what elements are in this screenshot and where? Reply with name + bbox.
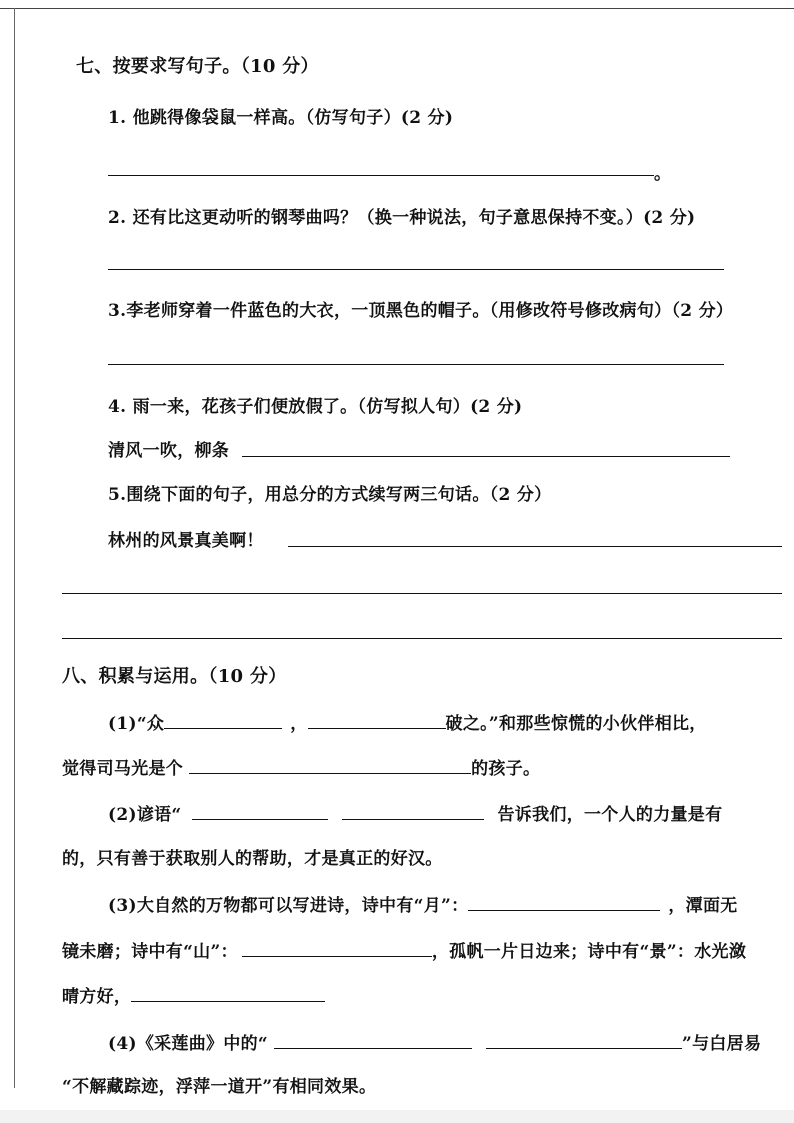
p4-text-c: “不解藏踪迹，浮萍一道开”有相同效果。 xyxy=(62,1077,377,1097)
q3-answer-line[interactable] xyxy=(108,364,724,365)
p2-line1 xyxy=(108,803,722,826)
q5-answer-line-3[interactable] xyxy=(62,638,782,639)
p3-text-a: (3)大自然的万物都可以写进诗，诗中有“月”： xyxy=(108,896,469,916)
q1-end-mark: 。 xyxy=(654,164,672,184)
p3-blank-2[interactable] xyxy=(242,940,432,957)
q5-answer-line-2[interactable] xyxy=(62,593,782,594)
p3-text-d: ，孤帆一片日边来；诗中有“景”：水光潋 xyxy=(431,942,747,962)
q1-text: 1. 他跳得像袋鼠一样高。（仿写句子）(2 分) xyxy=(108,108,454,128)
p1-text-a: (1)“众 xyxy=(108,714,165,734)
q4-text: 4. 雨一来，花孩子们便放假了。（仿写拟人句）(2 分) xyxy=(108,397,523,417)
q4-prompt: 清风一吹，柳条 xyxy=(108,441,230,461)
q3-text: 3.李老师穿着一件蓝色的大衣，一顶黑色的帽子。（用修改符号修改病句）（2 分） xyxy=(108,301,734,321)
p1-text-d: 觉得司马光是个 xyxy=(62,759,184,779)
p3-blank-3[interactable] xyxy=(131,985,325,1002)
p4-text-a: (4)《采莲曲》中的“ xyxy=(108,1034,268,1054)
p2-blank-1[interactable] xyxy=(192,803,328,820)
p2-text-c: 的，只有善于获取别人的帮助，才是真正的好汉。 xyxy=(62,849,443,869)
section8-title: 八、积累与运用。（10 分） xyxy=(62,666,287,687)
page-border-left xyxy=(14,8,15,1088)
p1-text-c: 破之。”和那些惊慌的小伙伴相比， xyxy=(445,714,707,734)
q5-prompt: 林州的风景真美啊！ xyxy=(108,531,264,551)
p3-text-e: 晴方好， xyxy=(62,987,132,1007)
p1-text-e: 的孩子。 xyxy=(471,759,541,779)
p1-line1 xyxy=(108,712,707,735)
p4-blank-1[interactable] xyxy=(274,1032,472,1049)
p3-text-c: 镜未磨；诗中有“山”： xyxy=(62,942,238,962)
p3-line3 xyxy=(62,985,325,1008)
q2-answer-line[interactable] xyxy=(108,269,724,270)
p2-blank-2[interactable] xyxy=(342,803,484,820)
q2-text: 2. 还有比这更动听的钢琴曲吗？（换一种说法，句子意思保持不变。）(2 分) xyxy=(108,208,696,228)
scan-bottom-strip xyxy=(0,1110,794,1123)
p4-blank-2[interactable] xyxy=(486,1032,682,1049)
page-border-top xyxy=(0,8,794,9)
p2-text-b: 告诉我们，一个人的力量是有 xyxy=(497,805,723,825)
p4-text-b: ”与白居易 xyxy=(682,1034,762,1054)
p4-line1 xyxy=(108,1032,761,1055)
section7-title: 七、按要求写句子。（10 分） xyxy=(76,56,319,77)
q5-answer-line-1[interactable] xyxy=(288,546,782,547)
p1-line2 xyxy=(62,757,540,780)
q5-text: 5.围绕下面的句子，用总分的方式续写两三句话。（2 分） xyxy=(108,485,552,505)
p3-text-b: ，潭面无 xyxy=(668,896,738,916)
q1-answer-line[interactable] xyxy=(108,175,654,176)
p3-blank-1[interactable] xyxy=(468,894,660,911)
p1-text-b: ， xyxy=(290,714,308,734)
p1-blank-2[interactable] xyxy=(308,712,446,729)
q4-answer-line[interactable] xyxy=(242,456,730,457)
p2-text-a: (2)谚语“ xyxy=(108,805,182,825)
p1-blank-1[interactable] xyxy=(164,712,282,729)
p3-line1 xyxy=(108,894,738,917)
p3-line2 xyxy=(62,940,746,963)
p1-blank-3[interactable] xyxy=(189,757,471,774)
